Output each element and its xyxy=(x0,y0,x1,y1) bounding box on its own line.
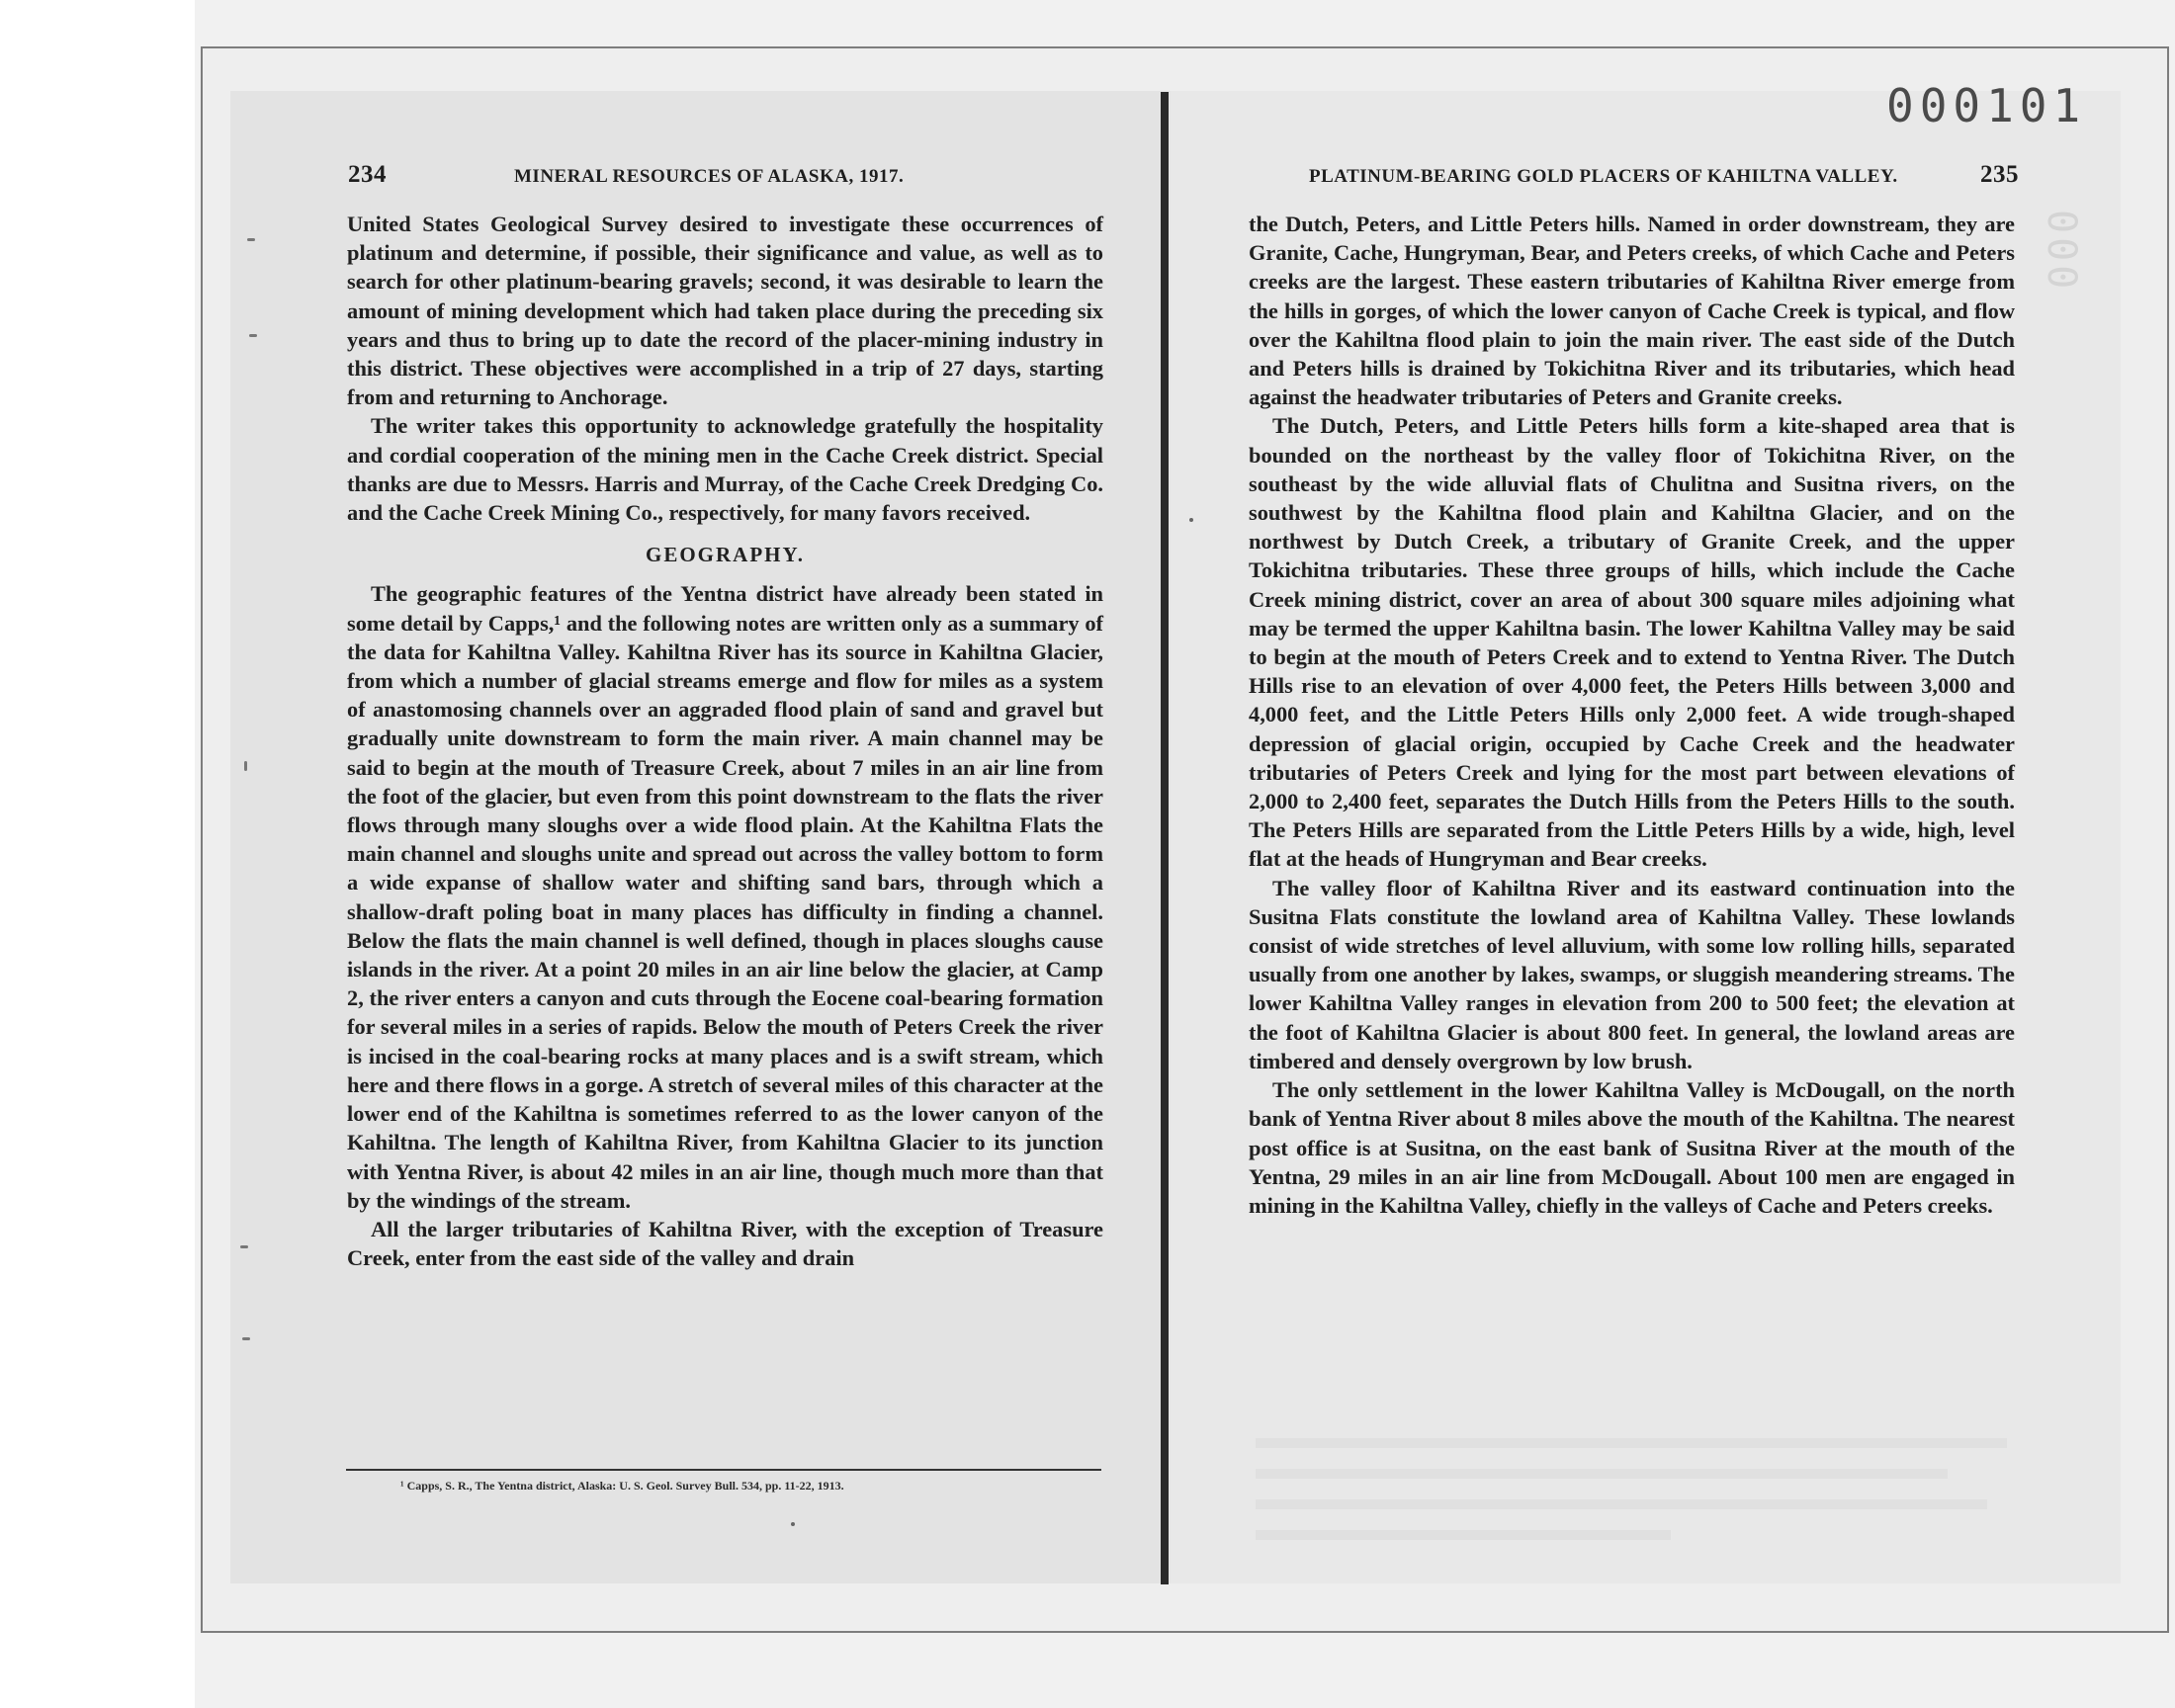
left-paragraph-1: United States Geological Survey desired to investigate these occurrences of platinum and determine, if possible, their significance and value, as well as to search for other platinum-bearing gravels; second, it was desirable to learn the amount of mining development which had taken place during the preceding six years and thus to bring up to date the record of the placer-mining industry in this district. These objectives were accomplished in a trip of 27 days, starting from and returning to Anchorage. xyxy=(347,212,1103,410)
margin-mark xyxy=(249,334,257,337)
footnote-rule xyxy=(346,1469,1101,1471)
show-through-line xyxy=(1256,1438,2007,1448)
show-through-line xyxy=(1256,1469,1948,1479)
show-through-line xyxy=(1256,1499,1987,1509)
archive-stamp-number: 000101 xyxy=(1886,79,2087,132)
margin-mark xyxy=(240,1245,248,1248)
scan-speck xyxy=(1189,518,1193,522)
right-paragraph-2: The Dutch, Peters, and Little Peters hills form a kite-shaped area that is bounded on the northeast by the valley floor of Tokichitna River, on the southeast by the wide alluvial flats of Chulitna and Susitna rivers, on the southwest by the Kahiltna flood plain and Kahiltna Glacier, and on the northwest by Dutch Creek, a tributary of Granite Creek, and the upper Tokichitna tributaries. These three groups of hills, which include the Cache Creek mining district, cover an area of about 300 square miles adjoining what may be termed the upper Kahiltna basin. The lower Kahiltna Valley may be said to begin at the mouth of Peters Creek and to extend to Yentna River. The Dutch Hills rise to an elevation of over 4,000 feet, the Peters Hills between 3,000 and 4,000 feet, and the Little Peters Hills only 2,000 feet. A wide trough-shaped depression of glacial origin, occupied by Cache Creek and the headwater tributaries of Peters Creek and lying for the most part between elevations of 2,000 to 2,400 feet, separates the Dutch Hills from the Peters Hills to the south. The Peters Hills are separated from the Little Peters Hills by a wide, high, level flat at the heads of Hungryman and Bear creeks. xyxy=(1249,413,2015,872)
left-running-title: MINERAL RESOURCES OF ALASKA, 1917. xyxy=(514,166,905,187)
footnote: ¹ Capps, S. R., The Yentna district, Alaska: U. S. Geol. Survey Bull. 534, pp. 11-22, 1913. xyxy=(400,1479,844,1493)
left-running-head xyxy=(348,161,1119,189)
right-running-title: PLATINUM-BEARING GOLD PLACERS OF KAHILTNA VALLEY. xyxy=(1309,166,1898,187)
left-paragraph-4: All the larger tributaries of Kahiltna River, with the exception of Treasure Creek, enter from the east side of the valley and drain xyxy=(347,1216,1103,1271)
right-paragraph-4: The only settlement in the lower Kahiltna Valley is McDougall, on the north bank of Yentna River about 8 miles above the mouth of the Kahiltna. The nearest post office is at Susitna, on the east bank of Susitna River at the mouth of the Yentna, 29 miles in an air line from McDougall. About 100 men are engaged in mining in the Kahiltna Valley, chiefly in the valleys of Cache and Peters creeks. xyxy=(1249,1077,2015,1218)
left-paragraph-2: The writer takes this opportunity to acknowledge gratefully the hospitality and cordial cooperation of the mining men in the Cache Creek district. Special thanks are due to Messrs. Harris and Murray, of the Cache Creek Dredging Co. and the Cache Creek Mining Co., respectively, for many favors received. xyxy=(347,413,1103,526)
book-gutter xyxy=(1161,92,1169,1584)
show-through-line xyxy=(1256,1530,1671,1540)
margin-mark xyxy=(242,1337,250,1340)
right-paragraph-1: the Dutch, Peters, and Little Peters hills. Named in order downstream, they are Granite, Cache, Hungryman, Bear, and Peters creeks, of which Cache and Peters creeks are the largest. These eastern tributaries of Kahiltna River emerge from the hills in gorges, of which the lower canyon of Cache Creek is typical, and flow over the Kahiltna flood plain to join the main river. The east side of the Dutch and Peters hills is drained by Tokichitna River and its tributaries, which head against the headwater tributaries of Peters and Granite creeks. xyxy=(1249,212,2015,410)
left-page-number: 234 xyxy=(348,161,387,188)
right-paragraph-3: The valley floor of Kahiltna River and its eastward continuation into the Susitna Flats constitute the lowland area of Kahiltna Valley. These lowlands consist of wide stretches of level alluvium, with some low rolling hills, separated usually from one another by lakes, swamps, or sluggish meandering streams. The lower Kahiltna Valley ranges in elevation from 200 to 500 feet; the elevation at the foot of Kahiltna Glacier is about 800 feet. In general, the lowland areas are timbered and densely overgrown by low brush. xyxy=(1249,875,2015,1073)
left-page-body xyxy=(347,210,1103,1272)
scan-speck xyxy=(791,1522,795,1526)
left-paragraph-3: The geographic features of the Yentna district have already been stated in some detail by Capps,¹ and the following notes are written only as a summary of the data for Kahiltna Valley. Kahiltna River has its source in Kahiltna Glacier, from which a number of glacial streams emerge and flow for miles as a system of anastomosing channels over an aggraded flood plain of sand and gravel but gradually unite downstream to form the main river. A main channel may be said to begin at the mouth of Treasure Creek, about 7 miles in an air line from the foot of the glacier, but even from this point downstream to the flats the river flows through many sloughs over a wide flood plain. At the Kahiltna Flats the main channel and sloughs unite and spread out across the valley bottom to form a wide expanse of shallow water and shifting sand bars, through which a shallow-draft poling boat in many places has difficulty in finding a channel. Below the flats the main channel is well defined, though in places sloughs cause islands in the river. At a point 20 miles in an air line below the glacier, at Camp 2, the river enters a canyon and cuts through the Eocene coal-bearing formation for several miles in a series of rapids. Below the mouth of Peters Creek the river is incised in the coal-bearing rocks at many places and is a swift stream, which here and there flows in a gorge. A stretch of several miles of this character at the lower end of the Kahiltna is sometimes referred to as the lower canyon of the Kahiltna. The length of Kahiltna River, from Kahiltna Glacier to its junction with Yentna River, is about 42 miles in an air line, though much more than that by the windings of the stream. xyxy=(347,581,1103,1213)
right-page-body xyxy=(1249,210,2015,1220)
section-heading-geography: GEOGRAPHY. xyxy=(646,543,805,567)
margin-mark xyxy=(244,761,247,771)
right-page-number: 235 xyxy=(1980,161,2019,188)
scan-margin xyxy=(0,0,195,1708)
margin-mark xyxy=(247,238,255,241)
faint-stamp-number: 000 xyxy=(2039,210,2084,294)
